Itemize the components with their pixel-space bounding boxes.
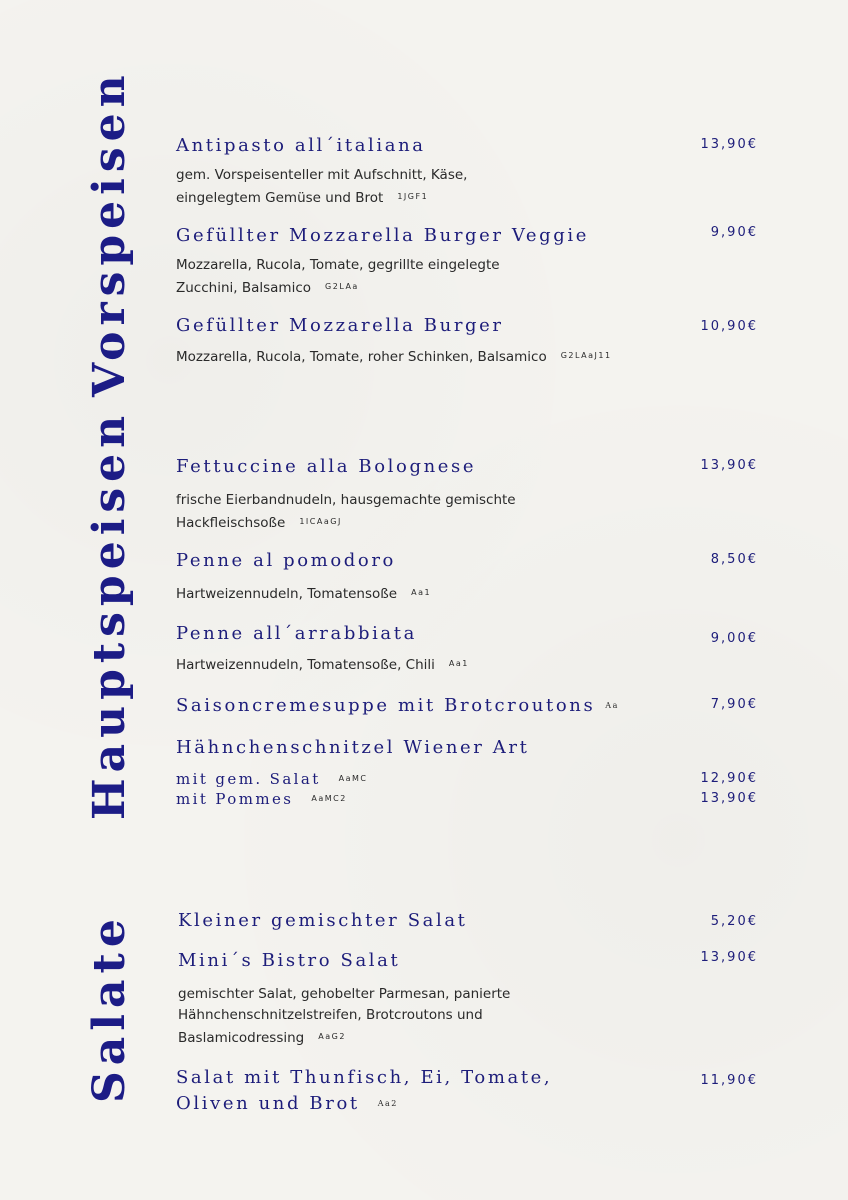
item-name: Fettuccine alla Bolognese	[176, 456, 477, 477]
item-price: 13,90€	[700, 791, 758, 806]
item-name: Penne all´arrabbiata	[176, 623, 417, 644]
menu-item-schnitzel	[176, 735, 766, 809]
item-name: Kleiner gemischter Salat	[178, 910, 468, 931]
allergen-code: AaG2	[318, 1032, 346, 1041]
item-description	[176, 653, 766, 676]
item-description	[178, 984, 768, 1049]
item-name: Gefüllter Mozzarella Burger Veggie	[176, 225, 589, 246]
description-line: Hartweizennudeln, Tomatensoße	[176, 586, 398, 602]
description-line: Hackfleischsoße	[176, 515, 286, 531]
description-line: Mozzarella, Rucola, Tomate, gegrillte eingelegte	[176, 257, 500, 273]
item-name: Hähnchenschnitzel Wiener Art	[176, 737, 530, 758]
item-price: 11,90€	[700, 1073, 758, 1088]
item-name: Oliven und Brot Aa2	[176, 1093, 398, 1114]
item-description	[176, 582, 766, 605]
section-title-vorspeisen: Vorspeisen	[84, 69, 135, 397]
description-line: gemischter Salat, gehobelter Parmesan, panierte	[178, 986, 511, 1002]
allergen-code: Aa1	[411, 588, 432, 597]
description-line: Hähnchenschnitzelstreifen, Brotcroutons und	[178, 1007, 483, 1023]
description-line: gem. Vorspeisenteller mit Aufschnitt, Käse,	[176, 167, 468, 183]
item-price: 12,90€	[700, 771, 758, 786]
item-price: 9,00€	[710, 631, 758, 646]
item-name: Antipasto all´italiana	[176, 135, 426, 156]
description-line: eingelegtem Gemüse und Brot	[176, 190, 384, 206]
item-name: Salat mit Thunfisch, Ei, Tomate,	[176, 1067, 553, 1088]
menu-item-burger	[176, 313, 766, 368]
allergen-code: AaMC2	[311, 794, 347, 803]
description-line: Mozzarella, Rucola, Tomate, roher Schinken, Balsamico	[176, 349, 547, 365]
item-price: 5,20€	[710, 914, 758, 929]
item-name: Gefüllter Mozzarella Burger	[176, 315, 504, 336]
item-price: 7,90€	[710, 697, 758, 712]
description-line: Hartweizennudeln, Tomatensoße, Chili	[176, 657, 435, 673]
allergen-code: Aa2	[377, 1099, 398, 1108]
item-price: 10,90€	[700, 319, 758, 334]
variant-row	[176, 769, 766, 789]
menu-item-suppe	[176, 693, 766, 719]
menu-item-thunfisch-salat	[176, 1065, 766, 1117]
item-name: Penne al pomodoro	[176, 550, 396, 571]
allergen-code: G2LAa	[325, 282, 359, 291]
menu-item-antipasto	[176, 133, 766, 209]
allergen-code: 1ICAaGJ	[299, 517, 342, 526]
variant-row	[176, 789, 766, 809]
menu-item-kleiner-salat	[178, 908, 768, 934]
item-price: 8,50€	[710, 552, 758, 567]
item-description	[176, 490, 766, 534]
item-description	[176, 255, 766, 299]
item-name: Saisoncremesuppe mit Brotcroutons Aa	[176, 695, 619, 716]
menu-item-penne-pomodoro	[176, 548, 766, 605]
menu-item-fettuccine	[176, 454, 766, 534]
description-line: Zucchini, Balsamico	[176, 280, 312, 296]
item-price: 13,90€	[700, 137, 758, 152]
item-description	[176, 345, 766, 368]
description-line: frische Eierbandnudeln, hausgemachte gemischte	[176, 492, 516, 508]
section-title-salate: Salate	[84, 913, 135, 1103]
section-title-hauptspeisen: Hauptspeisen	[84, 409, 135, 820]
allergen-code: 1JGF1	[397, 192, 429, 201]
description-line: Baslamicodressing	[178, 1030, 305, 1046]
item-price: 9,90€	[710, 225, 758, 240]
allergen-code: Aa	[605, 701, 619, 710]
menu-item-bistro-salat	[178, 948, 768, 1049]
allergen-code: AaMC	[338, 774, 368, 783]
item-price: 13,90€	[700, 458, 758, 473]
menu-item-penne-arrabbiata	[176, 621, 766, 676]
item-price: 13,90€	[700, 950, 758, 965]
item-description	[176, 165, 766, 209]
variant-name: mit Pommes	[176, 790, 294, 808]
allergen-code: Aa1	[448, 659, 469, 668]
variant-name: mit gem. Salat	[176, 770, 321, 788]
allergen-code: G2LAaJ11	[560, 351, 612, 360]
item-name: Mini´s Bistro Salat	[178, 950, 401, 971]
menu-item-burger-veggie	[176, 223, 766, 299]
